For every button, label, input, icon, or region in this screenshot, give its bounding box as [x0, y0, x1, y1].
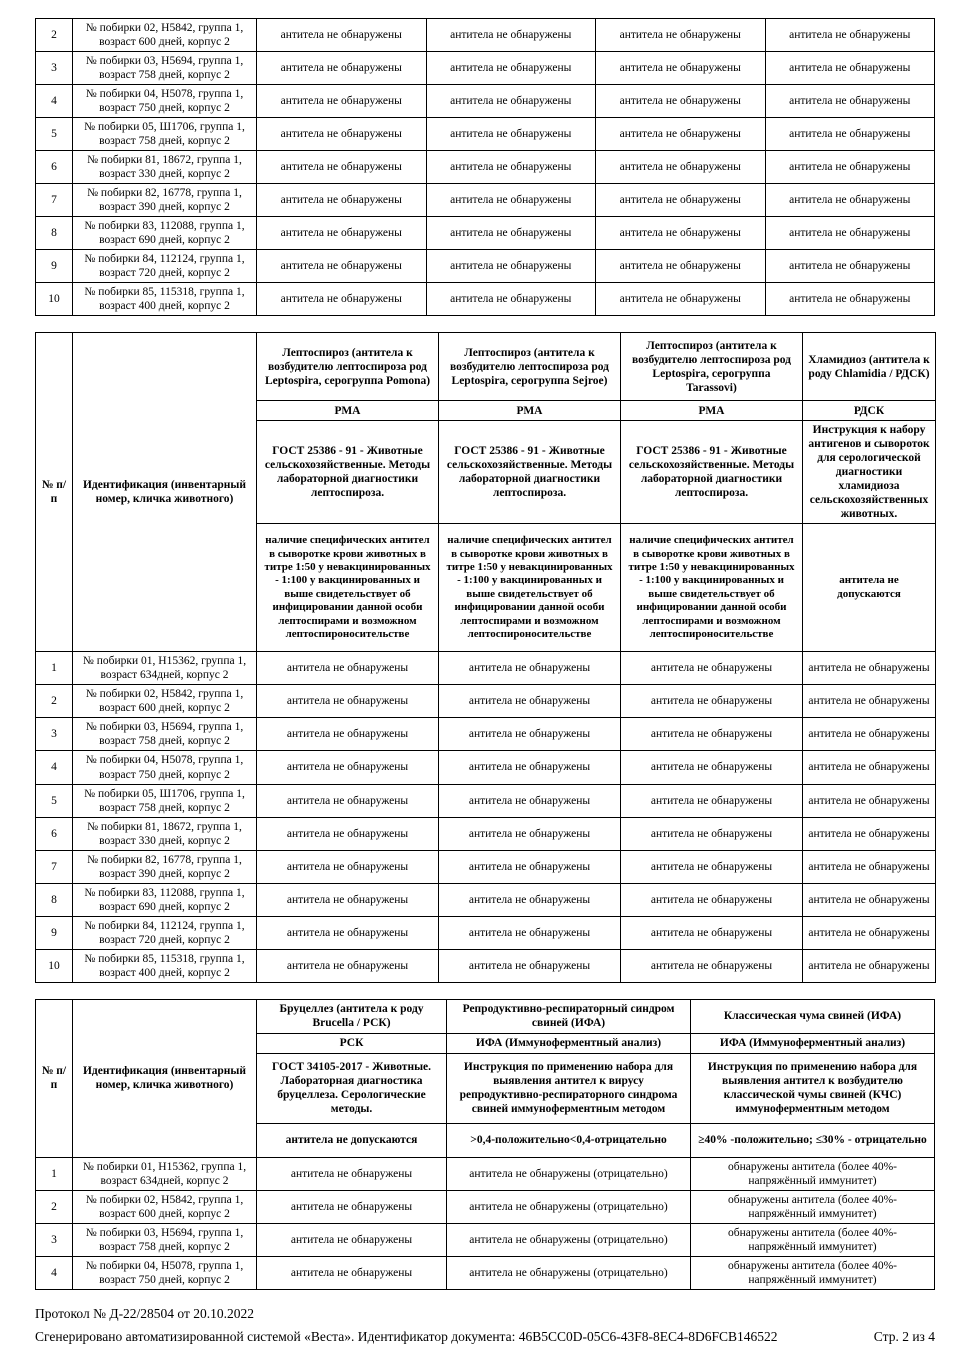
table-row	[36, 283, 935, 316]
gost-reference-cell: ГОСТ 25386 - 91 - Животные сельскохозяйственные. Методы лабораторной диагностики лептоспироза.	[621, 421, 803, 524]
animal-id-cell: № побирки 85, 115318, группа 1, возраст 400 дней, корпус 2	[73, 283, 257, 316]
result-cell: антитела не обнаружены	[257, 1223, 447, 1256]
animal-id-cell: № побирки 84, 112124, группа 1, возраст 720 дней, корпус 2	[73, 250, 257, 283]
animal-id-cell: № побирки 04, Н5078, группа 1, возраст 750 дней, корпус 2	[73, 1256, 257, 1289]
test-name-header: Репродуктивно-респираторный синдром свиней (ИФА)	[447, 999, 691, 1033]
table-row	[36, 784, 936, 817]
table-row	[36, 250, 935, 283]
table-row	[36, 1223, 935, 1256]
animal-id-cell: № побирки 81, 18672, группа 1, возраст 330 дней, корпус 2	[73, 817, 257, 850]
result-cell: антитела не обнаружены	[257, 118, 427, 151]
table2-header	[36, 333, 936, 652]
result-cell: антитела не обнаружены	[257, 685, 439, 718]
result-cell: антитела не обнаружены	[257, 916, 439, 949]
result-cell: антитела не обнаружены	[621, 784, 803, 817]
table-row	[36, 751, 936, 784]
table-row	[36, 151, 935, 184]
table-row	[36, 817, 936, 850]
test-name-header: Лептоспироз (антитела к возбудителю лептоспироза род Leptospira, серогруппа Pomona)	[257, 333, 439, 401]
result-cell: антитела не обнаружены	[439, 685, 621, 718]
result-cell: антитела не обнаружены	[439, 949, 621, 982]
col-num-header: № п/п	[36, 999, 73, 1157]
table-row	[36, 652, 936, 685]
result-cell: антитела не обнаружены	[426, 217, 596, 250]
animal-id-cell: № побирки 04, Н5078, группа 1, возраст 750 дней, корпус 2	[73, 85, 257, 118]
test-name-header: Хламидиоз (антитела к роду Chlamidia / РДСК)	[803, 333, 936, 401]
animal-id-cell: № побирки 01, Н15362, группа 1, возраст 634дней, корпус 2	[73, 1157, 257, 1190]
table-row	[36, 685, 936, 718]
result-cell: антитела не обнаружены	[257, 85, 427, 118]
row-number-cell: 8	[36, 217, 73, 250]
result-cell: антитела не обнаружены	[257, 718, 439, 751]
gost-reference-cell: ГОСТ 25386 - 91 - Животные сельскохозяйственные. Методы лабораторной диагностики лептоспироза.	[257, 421, 439, 524]
row-number-cell: 6	[36, 151, 73, 184]
results-table-continuation	[35, 18, 935, 316]
gost-reference-cell: Инструкция к набору антигенов и сывороток для серологической диагностики хламидиоза сельскохозяйственных животных.	[803, 421, 936, 524]
method-cell: РДСК	[803, 401, 936, 421]
page-number: Стр. 2 из 4	[873, 1328, 935, 1344]
result-cell: антитела не обнаружены	[257, 751, 439, 784]
result-cell: антитела не обнаружены	[257, 850, 439, 883]
row-number-cell: 2	[36, 19, 73, 52]
result-cell: антитела не обнаружены	[765, 151, 935, 184]
animal-id-cell: № побирки 03, Н5694, группа 1, возраст 758 дней, корпус 2	[73, 1223, 257, 1256]
result-cell: антитела не обнаружены	[257, 283, 427, 316]
animal-id-cell: № побирки 83, 112088, группа 1, возраст 690 дней, корпус 2	[73, 883, 257, 916]
method-cell: РМА	[439, 401, 621, 421]
result-cell: антитела не обнаружены	[803, 652, 936, 685]
result-cell: антитела не обнаружены	[257, 151, 427, 184]
result-cell: антитела не обнаружены	[439, 916, 621, 949]
row-number-cell: 4	[36, 751, 73, 784]
result-cell: антитела не обнаружены	[439, 784, 621, 817]
row-number-cell: 7	[36, 184, 73, 217]
result-cell: антитела не обнаружены	[596, 52, 766, 85]
result-cell: антитела не обнаружены	[439, 817, 621, 850]
norm-cell: ≥40% -положительно; ≤30% - отрицательно	[691, 1123, 935, 1157]
table-row	[36, 718, 936, 751]
table-row	[36, 19, 935, 52]
animal-id-cell: № побирки 03, Н5694, группа 1, возраст 758 дней, корпус 2	[73, 52, 257, 85]
result-cell: антитела не обнаружены	[765, 250, 935, 283]
result-cell: антитела не обнаружены	[426, 250, 596, 283]
result-cell: антитела не обнаружены	[257, 784, 439, 817]
test-name-header: Бруцеллез (антитела к роду Brucella / РСК)	[257, 999, 447, 1033]
result-cell: антитела не обнаружены	[426, 283, 596, 316]
result-cell: антитела не обнаружены	[803, 949, 936, 982]
row-number-cell: 7	[36, 850, 73, 883]
method-cell: ИФА (Иммуноферментный анализ)	[447, 1033, 691, 1053]
norm-cell: антитела не допускаются	[803, 524, 936, 652]
result-cell: антитела не обнаружены	[426, 151, 596, 184]
row-number-cell: 1	[36, 652, 73, 685]
result-cell: антитела не обнаружены	[257, 19, 427, 52]
row-number-cell: 4	[36, 85, 73, 118]
result-cell: антитела не обнаружены	[621, 883, 803, 916]
table-row	[36, 916, 936, 949]
col-num-header: № п/п	[36, 333, 73, 652]
result-cell: антитела не обнаружены	[621, 751, 803, 784]
row-number-cell: 9	[36, 250, 73, 283]
row-number-cell: 1	[36, 1157, 73, 1190]
table-row	[36, 1190, 935, 1223]
test-name-row	[36, 333, 936, 401]
result-cell: антитела не обнаружены	[596, 85, 766, 118]
animal-id-cell: № побирки 02, Н5842, группа 1, возраст 600 дней, корпус 2	[73, 685, 257, 718]
result-cell: антитела не обнаружены	[803, 883, 936, 916]
result-cell: антитела не обнаружены (отрицательно)	[447, 1157, 691, 1190]
result-cell: обнаружены антитела (более 40%-напряжённый иммунитет)	[691, 1223, 935, 1256]
result-cell: антитела не обнаружены	[621, 817, 803, 850]
result-cell: антитела не обнаружены	[621, 652, 803, 685]
result-cell: антитела не обнаружены	[596, 250, 766, 283]
row-number-cell: 10	[36, 949, 73, 982]
result-cell: антитела не обнаружены	[439, 718, 621, 751]
result-cell: антитела не обнаружены	[257, 1157, 447, 1190]
result-cell: антитела не обнаружены	[596, 118, 766, 151]
row-number-cell: 10	[36, 283, 73, 316]
result-cell: антитела не обнаружены	[257, 652, 439, 685]
table-row	[36, 118, 935, 151]
norm-cell: наличие специфических антител в сыворотке крови животных в титре 1:50 у невакцинированных - 1:100 у вакцинированных и выше свидетельствует об инфицировании данной особи лептоспирами и возможном лептоспироносительстве	[257, 524, 439, 652]
result-cell: антитела не обнаружены	[803, 850, 936, 883]
generated-line-row	[35, 1329, 935, 1351]
result-cell: антитела не обнаружены	[596, 151, 766, 184]
result-cell: антитела не обнаружены	[257, 1256, 447, 1289]
gost-reference-cell: Инструкция по применению набора для выявления антител к вирусу репродуктивно-респираторного синдрома свиней иммуноферментным методом	[447, 1053, 691, 1123]
result-cell: антитела не обнаружены (отрицательно)	[447, 1190, 691, 1223]
animal-id-cell: № побирки 85, 115318, группа 1, возраст 400 дней, корпус 2	[73, 949, 257, 982]
row-number-cell: 2	[36, 685, 73, 718]
result-cell: обнаружены антитела (более 40%-напряжённый иммунитет)	[691, 1157, 935, 1190]
result-cell: антитела не обнаружены	[439, 751, 621, 784]
result-cell: антитела не обнаружены	[765, 217, 935, 250]
animal-id-cell: № побирки 05, Ш1706, группа 1, возраст 758 дней, корпус 2	[73, 118, 257, 151]
result-cell: антитела не обнаружены	[257, 217, 427, 250]
col-ident-header: Идентификация (инвентарный номер, кличка животного)	[73, 333, 257, 652]
gost-reference-cell: ГОСТ 25386 - 91 - Животные сельскохозяйственные. Методы лабораторной диагностики лептоспироза.	[439, 421, 621, 524]
result-cell: антитела не обнаружены	[257, 250, 427, 283]
table-row	[36, 1256, 935, 1289]
protocol-number-line: Протокол № Д-22/28504 от 20.10.2022	[35, 1305, 255, 1321]
method-cell: ИФА (Иммуноферментный анализ)	[691, 1033, 935, 1053]
norm-cell: наличие специфических антител в сыворотке крови животных в титре 1:50 у невакцинированных - 1:100 у вакцинированных и выше свидетельствует об инфицировании данной особи лептоспирами и возможном лептоспироносительстве	[439, 524, 621, 652]
result-cell: антитела не обнаружены	[439, 850, 621, 883]
norm-cell: антитела не допускаются	[257, 1123, 447, 1157]
result-cell: обнаружены антитела (более 40%-напряжённый иммунитет)	[691, 1256, 935, 1289]
result-cell: антитела не обнаружены	[257, 52, 427, 85]
animal-id-cell: № побирки 84, 112124, группа 1, возраст 720 дней, корпус 2	[73, 916, 257, 949]
animal-id-cell: № побирки 03, Н5694, группа 1, возраст 758 дней, корпус 2	[73, 718, 257, 751]
gost-reference-cell: Инструкция по применению набора для выявления антител к возбудителю классической чумы свиней (КЧС) иммуноферментным методом	[691, 1053, 935, 1123]
result-cell: антитела не обнаружены	[765, 52, 935, 85]
result-cell: антитела не обнаружены	[621, 916, 803, 949]
result-cell: антитела не обнаружены	[257, 184, 427, 217]
animal-id-cell: № побирки 81, 18672, группа 1, возраст 330 дней, корпус 2	[73, 151, 257, 184]
result-cell: антитела не обнаружены	[257, 1190, 447, 1223]
result-cell: антитела не обнаружены	[803, 685, 936, 718]
row-number-cell: 4	[36, 1256, 73, 1289]
table-row	[36, 184, 935, 217]
brucellosis-prrs-csf-table	[35, 999, 935, 1290]
table-row	[36, 52, 935, 85]
test-name-header: Классическая чума свиней (ИФА)	[691, 999, 935, 1033]
result-cell: антитела не обнаружены	[765, 118, 935, 151]
result-cell: антитела не обнаружены	[426, 118, 596, 151]
table-row	[36, 850, 936, 883]
generated-by-text: Сгенерировано автоматизированной системой «Веста». Идентификатор документа: 46B5CC0D-05C6-43F8-8EC4-8D6FCB146522	[35, 1328, 778, 1344]
col-ident-header: Идентификация (инвентарный номер, кличка животного)	[73, 999, 257, 1157]
row-number-cell: 3	[36, 1223, 73, 1256]
result-cell: антитела не обнаружены	[596, 184, 766, 217]
table-row	[36, 217, 935, 250]
test-name-header: Лептоспироз (антитела к возбудителю лептоспироза род Leptospira, серогруппа Sejroe)	[439, 333, 621, 401]
norm-cell: >0,4-положительно<0,4-отрицательно	[447, 1123, 691, 1157]
result-cell: антитела не обнаружены	[621, 949, 803, 982]
result-cell: антитела не обнаружены	[439, 883, 621, 916]
result-cell: антитела не обнаружены	[257, 817, 439, 850]
result-cell: антитела не обнаружены (отрицательно)	[447, 1256, 691, 1289]
table-row	[36, 949, 936, 982]
result-cell: антитела не обнаружены	[621, 850, 803, 883]
method-cell: РМА	[257, 401, 439, 421]
row-number-cell: 5	[36, 784, 73, 817]
result-cell: обнаружены антитела (более 40%-напряжённый иммунитет)	[691, 1190, 935, 1223]
result-cell: антитела не обнаружены	[803, 817, 936, 850]
result-cell: антитела не обнаружены	[803, 916, 936, 949]
result-cell: антитела не обнаружены	[257, 949, 439, 982]
result-cell: антитела не обнаружены	[621, 718, 803, 751]
animal-id-cell: № побирки 02, Н5842, группа 1, возраст 600 дней, корпус 2	[73, 19, 257, 52]
result-cell: антитела не обнаружены (отрицательно)	[447, 1223, 691, 1256]
result-cell: антитела не обнаружены	[803, 751, 936, 784]
result-cell: антитела не обнаружены	[765, 19, 935, 52]
row-number-cell: 8	[36, 883, 73, 916]
test-name-row	[36, 999, 935, 1033]
result-cell: антитела не обнаружены	[803, 784, 936, 817]
table-row	[36, 1157, 935, 1190]
table-row	[36, 883, 936, 916]
result-cell: антитела не обнаружены	[621, 685, 803, 718]
animal-id-cell: № побирки 82, 16778, группа 1, возраст 390 дней, корпус 2	[73, 850, 257, 883]
method-cell: РМА	[621, 401, 803, 421]
result-cell: антитела не обнаружены	[765, 184, 935, 217]
method-cell: РСК	[257, 1033, 447, 1053]
result-cell: антитела не обнаружены	[803, 718, 936, 751]
result-cell: антитела не обнаружены	[426, 184, 596, 217]
result-cell: антитела не обнаружены	[765, 283, 935, 316]
result-cell: антитела не обнаружены	[439, 652, 621, 685]
test-name-header: Лептоспироз (антитела к возбудителю лептоспироза род Leptospira, серогруппа Tarassovi)	[621, 333, 803, 401]
row-number-cell: 3	[36, 52, 73, 85]
table-row	[36, 85, 935, 118]
result-cell: антитела не обнаружены	[257, 883, 439, 916]
gost-reference-cell: ГОСТ 34105-2017 - Животные. Лабораторная диагностика бруцеллеза. Серологические методы.	[257, 1053, 447, 1123]
result-cell: антитела не обнаружены	[596, 283, 766, 316]
row-number-cell: 6	[36, 817, 73, 850]
table3-header	[36, 999, 935, 1157]
row-number-cell: 3	[36, 718, 73, 751]
result-cell: антитела не обнаружены	[596, 217, 766, 250]
animal-id-cell: № побирки 02, Н5842, группа 1, возраст 600 дней, корпус 2	[73, 1190, 257, 1223]
animal-id-cell: № побирки 83, 112088, группа 1, возраст 690 дней, корпус 2	[73, 217, 257, 250]
result-cell: антитела не обнаружены	[426, 85, 596, 118]
animal-id-cell: № побирки 82, 16778, группа 1, возраст 390 дней, корпус 2	[73, 184, 257, 217]
row-number-cell: 5	[36, 118, 73, 151]
animal-id-cell: № побирки 04, Н5078, группа 1, возраст 750 дней, корпус 2	[73, 751, 257, 784]
animal-id-cell: № побирки 01, Н15362, группа 1, возраст 634дней, корпус 2	[73, 652, 257, 685]
result-cell: антитела не обнаружены	[426, 52, 596, 85]
animal-id-cell: № побирки 05, Ш1706, группа 1, возраст 758 дней, корпус 2	[73, 784, 257, 817]
row-number-cell: 2	[36, 1190, 73, 1223]
footer	[35, 1306, 935, 1351]
result-cell: антитела не обнаружены	[596, 19, 766, 52]
row-number-cell: 9	[36, 916, 73, 949]
norm-cell: наличие специфических антител в сыворотке крови животных в титре 1:50 у невакцинированных - 1:100 у вакцинированных и выше свидетельствует об инфицировании данной особи лептоспирами и возможном лептоспироносительстве	[621, 524, 803, 652]
result-cell: антитела не обнаружены	[765, 85, 935, 118]
leptospirosis-chlamydia-table	[35, 332, 936, 982]
result-cell: антитела не обнаружены	[426, 19, 596, 52]
